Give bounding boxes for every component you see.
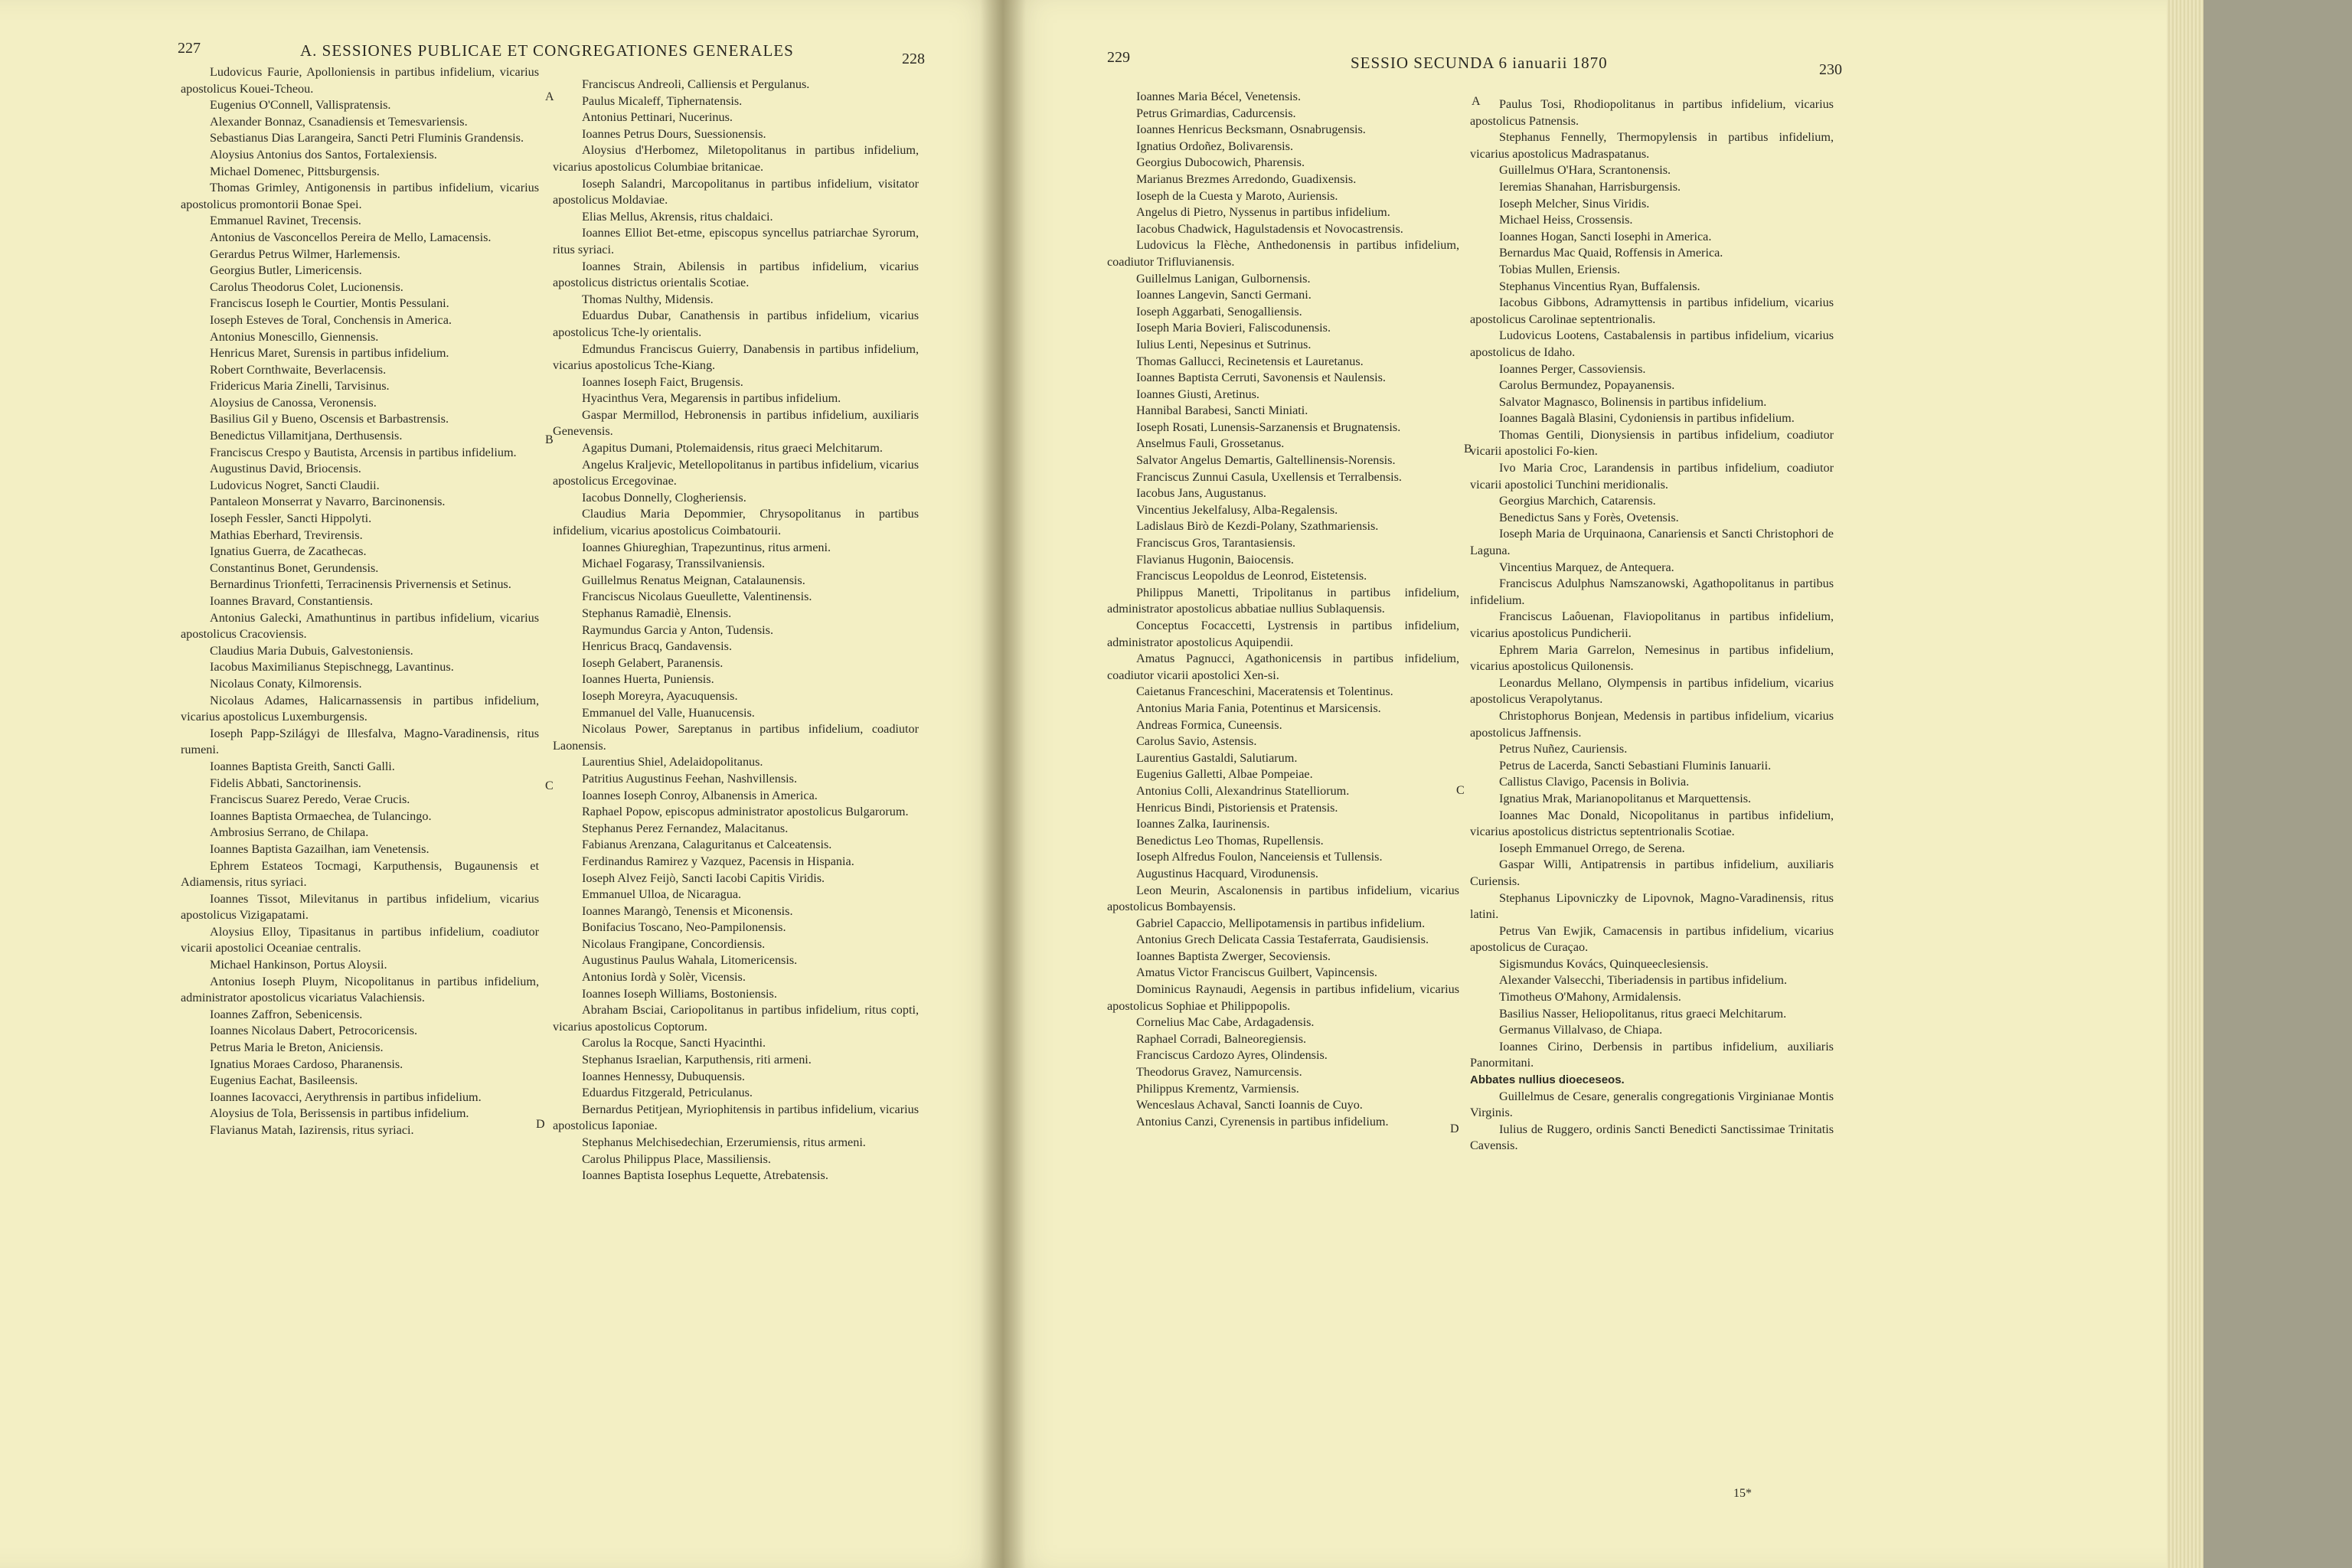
list-entry: Guillelmus Lanigan, Gulbornensis. — [1136, 271, 1311, 286]
list-entry: Gerardus Petrus Wilmer, Harlemensis. — [210, 247, 400, 261]
list-entry: Henricus Maret, Surensis in partibus infidelium. — [210, 346, 449, 361]
list-entry: Ioannes Baptista Zwerger, Secoviensis. — [1136, 949, 1331, 963]
list-entry: Ephrem Maria Garrelon, Nemesinus in partibus infidelium, vicarius apostolicus Quilonensis. — [1470, 642, 1834, 674]
list-entry: Fridericus Maria Zinelli, Tarvisinus. — [210, 379, 390, 394]
list-entry: Hannibal Barabesi, Sancti Miniati. — [1136, 403, 1308, 418]
list-entry: Ioannes Henricus Becksmann, Osnabrugensis. — [1136, 122, 1366, 137]
list-entry: Leon Meurin, Ascalonensis in partibus infidelium, vicarius apostolicus Bombayensis. — [1107, 883, 1459, 914]
list-entry: Ioannes Hogan, Sancti Iosephi in America. — [1499, 229, 1712, 243]
list-entry: Eduardus Fitzgerald, Petriculanus. — [582, 1086, 753, 1100]
list-entry: Wenceslaus Achaval, Sancti Ioannis de Cuyo. — [1136, 1098, 1363, 1112]
list-entry: Ioannes Tissot, Milevitanus in partibus infidelium, vicarius apostolicus Vizigapatami. — [181, 891, 539, 923]
list-entry: Ioannes Huerta, Puniensis. — [582, 672, 714, 687]
list-entry: Salvator Angelus Demartis, Galtellinensis-Norensis. — [1136, 453, 1396, 468]
list-entry: Ludovicus la Flèche, Anthedonensis in partibus infidelium, coadiutor Trifluvianensis. — [1107, 238, 1459, 269]
page-number: 228 — [902, 51, 925, 67]
page-number: 227 — [178, 40, 201, 57]
list-entry: Antonius Ioseph Pluym, Nicopolitanus in partibus infidelium, administrator apostolicus vicariatus Valachiensis. — [181, 974, 539, 1005]
page-number: 230 — [1819, 61, 1842, 78]
list-entry: Franciscus Laôuenan, Flaviopolitanus in partibus infidelium, vicarius apostolicus Pundicherii. — [1470, 609, 1834, 640]
list-entry: Anselmus Fauli, Grossetanus. — [1136, 436, 1285, 451]
book-page-edges — [2165, 0, 2203, 1568]
list-entry: Cornelius Mac Cabe, Ardagadensis. — [1136, 1015, 1315, 1030]
list-entry: Iulius de Ruggero, ordinis Sancti Benedicti Sanctissimae Trinitatis Cavensis. — [1470, 1122, 1834, 1153]
signature-mark: 15* — [1733, 1487, 1752, 1500]
list-entry: Henricus Bindi, Pistoriensis et Pratensis. — [1136, 800, 1338, 815]
book-gutter — [980, 0, 1026, 1568]
list-entry: Franciscus Ioseph le Courtier, Montis Pessulani. — [210, 296, 449, 311]
list-entry: Philippus Manetti, Tripolitanus in partibus infidelium, administrator apostolicus abbatiae nullius Sublaquensis. — [1107, 585, 1459, 616]
margin-letter: B — [1464, 443, 1472, 456]
list-entry: Petrus de Lacerda, Sancti Sebastiani Fluminis Ianuarii. — [1499, 758, 1772, 773]
list-entry: Iacobus Donnelly, Clogheriensis. — [582, 490, 746, 505]
list-entry: Thomas Gentili, Dionysiensis in partibus infidelium, coadiutor vicarii apostolici Fo-kien. — [1470, 427, 1834, 459]
list-entry: Carolus Savio, Astensis. — [1136, 734, 1257, 749]
list-entry: Hyacinthus Vera, Megarensis in partibus infidelium. — [582, 391, 841, 406]
list-entry: Carolus Bermundez, Popayanensis. — [1499, 378, 1675, 393]
list-entry: Agapitus Dumani, Ptolemaidensis, ritus graeci Melchitarum. — [582, 441, 883, 456]
list-entry: Callistus Clavigo, Pacensis in Bolivia. — [1499, 775, 1690, 789]
list-entry: Ioseph Papp-Szilágyi de Illesfalva, Magno-Varadinensis, ritus rumeni. — [181, 726, 539, 757]
list-entry: Iacobus Jans, Augustanus. — [1136, 486, 1266, 501]
list-entry: Ioseph de la Cuesta y Maroto, Auriensis. — [1136, 188, 1338, 203]
margin-letter: C — [1456, 784, 1465, 797]
list-entry: Nicolaus Adames, Halicarnassensis in partibus infidelium, vicarius apostolicus Luxemburgensis. — [181, 693, 539, 724]
list-entry: Flavianus Matah, Iazirensis, ritus syriaci. — [210, 1123, 414, 1137]
list-entry: Mathias Eberhard, Trevirensis. — [210, 528, 363, 542]
list-entry: Claudius Maria Dubuis, Galvestoniensis. — [210, 643, 413, 658]
list-entry: Ioannes Perger, Cassoviensis. — [1499, 361, 1646, 376]
list-entry: Bernardus Mac Quaid, Roffensis in America. — [1499, 246, 1723, 260]
list-entry: Antonius Colli, Alexandrinus Statelliorum. — [1136, 783, 1350, 798]
list-entry: Eugenius Galletti, Albae Pompeiae. — [1136, 767, 1313, 782]
list-entry: Bernardus Petitjean, Myriophitensis in partibus infidelium, vicarius apostolicus Iaponiae. — [553, 1102, 919, 1133]
text-column — [553, 77, 919, 1184]
list-entry: Aloysius Antonius dos Santos, Fortalexiensis. — [210, 147, 437, 162]
text-column — [1107, 89, 1459, 1130]
list-entry: Ioannes Mac Donald, Nicopolitanus in partibus infidelium, vicarius apostolicus districtus septentrionalis Scotiae. — [1470, 808, 1834, 839]
list-entry: Ioseph Rosati, Lunensis-Sarzanensis et Brugnatensis. — [1136, 420, 1401, 434]
list-entry: Aloysius de Canossa, Veronensis. — [210, 395, 377, 410]
list-entry: Paulus Micaleff, Tiphernatensis. — [582, 93, 743, 108]
list-entry: Pantaleon Monserrat y Navarro, Barcinonensis. — [210, 495, 446, 509]
list-entry: Guillelmus Renatus Meignan, Catalaunensis. — [582, 573, 805, 587]
list-entry: Ioannes Bravard, Constantiensis. — [210, 594, 374, 608]
list-entry: Georgius Dubocowich, Pharensis. — [1136, 155, 1305, 170]
list-entry: Dominicus Raynaudi, Aegensis in partibus infidelium, vicarius apostolicus Sophiae et Philippopolis. — [1107, 982, 1459, 1013]
list-entry: Elias Mellus, Akrensis, ritus chaldaici. — [582, 209, 773, 224]
list-entry: Eduardus Dubar, Canathensis in partibus infidelium, vicarius apostolicus Tche-ly orientalis. — [553, 309, 919, 339]
list-entry: Ambrosius Serrano, de Chilapa. — [210, 825, 369, 840]
list-entry: Michael Fogarasy, Transsilvaniensis. — [582, 557, 766, 571]
list-entry: Amatus Victor Franciscus Guilbert, Vapincensis. — [1136, 965, 1377, 980]
margin-letter: D — [1450, 1122, 1459, 1135]
list-entry: Ioannes Iacovacci, Aerythrensis in partibus infidelium. — [210, 1089, 482, 1104]
list-entry: Alexander Valsecchi, Tiberiadensis in partibus infidelium. — [1499, 973, 1787, 988]
list-entry: Guillelmus O'Hara, Scrantonensis. — [1499, 163, 1671, 178]
list-entry: Ioseph Moreyra, Ayacuquensis. — [582, 688, 738, 703]
list-entry: Basilius Gil y Bueno, Oscensis et Barbastrensis. — [210, 412, 449, 426]
list-entry: Antonius Grech Delicata Cassia Testaferrata, Gaudisiensis. — [1136, 933, 1429, 947]
list-entry: Emmanuel Ravinet, Trecensis. — [210, 214, 361, 228]
list-entry: Abraham Bsciai, Cariopolitanus in partibus infidelium, ritus copti, vicarius apostolicus Coptorum. — [553, 1003, 919, 1034]
list-entry: Gabriel Capaccio, Mellipotamensis in partibus infidelium. — [1136, 916, 1426, 930]
list-entry: Edmundus Franciscus Guierry, Danabensis in partibus infidelium, vicarius apostolicus Tche-Kiang. — [553, 341, 919, 373]
list-entry: Thomas Grimley, Antigonensis in partibus infidelium, vicarius apostolicus promontorii Bonae Spei. — [181, 181, 539, 211]
list-entry: Gaspar Willi, Antipatrensis in partibus infidelium, auxiliaris Curiensis. — [1470, 858, 1834, 888]
list-entry: Paulus Tosi, Rhodiopolitanus in partibus infidelium, vicarius apostolicus Patnensis. — [1470, 97, 1834, 128]
list-entry: Ioseph Alfredus Foulon, Nanceiensis et Tullensis. — [1136, 850, 1383, 864]
list-entry: Petrus Grimardias, Cadurcensis. — [1136, 106, 1296, 120]
list-entry: Georgius Butler, Limericensis. — [210, 263, 362, 278]
list-entry: Emmanuel Ulloa, de Nicaragua. — [582, 887, 742, 902]
list-entry: Flavianus Hugonin, Baiocensis. — [1136, 552, 1294, 567]
list-entry: Ignatius Guerra, de Zacathecas. — [210, 544, 367, 559]
list-entry: Bonifacius Toscano, Neo-Pampilonensis. — [582, 920, 786, 935]
list-entry: Raphael Corradi, Balneoregiensis. — [1136, 1031, 1307, 1046]
list-entry: Thomas Gallucci, Recinetensis et Lauretanus. — [1136, 354, 1364, 368]
list-entry: Franciscus Cardozo Ayres, Olindensis. — [1136, 1048, 1328, 1063]
list-entry: Franciscus Zunnui Casula, Uxellensis et Terralbensis. — [1136, 469, 1402, 484]
list-entry: Germanus Villalvaso, de Chiapa. — [1499, 1023, 1663, 1037]
list-entry: Ioannes Marangò, Tenensis et Miconensis. — [582, 903, 793, 918]
list-entry: Antonius Galecki, Amathuntinus in partibus infidelium, vicarius apostolicus Cracoviensis. — [181, 610, 539, 642]
list-entry: Franciscus Nicolaus Gueullette, Valentinensis. — [582, 590, 812, 604]
list-entry: Ioannes Giusti, Aretinus. — [1136, 387, 1259, 401]
list-entry: Franciscus Gros, Tarantasiensis. — [1136, 536, 1296, 550]
list-entry: Michael Heiss, Crossensis. — [1499, 213, 1633, 227]
list-entry: Aloysius de Tola, Berissensis in partibus infidelium. — [210, 1106, 469, 1121]
list-entry: Aloysius d'Herbomez, Miletopolitanus in partibus infidelium, vicarius apostolicus Columbiae britanicae. — [553, 143, 919, 174]
list-entry: Carolus Philippus Place, Massiliensis. — [582, 1152, 771, 1166]
list-entry: Ioannes Ghiureghian, Trapezuntinus, ritus armeni. — [582, 540, 831, 554]
background-surface — [2197, 0, 2352, 1568]
list-entry: Ioannes Petrus Dours, Suessionensis. — [582, 126, 766, 141]
text-column — [181, 64, 539, 1139]
list-entry: Ioannes Ioseph Faict, Brugensis. — [582, 374, 743, 389]
list-entry: Stephanus Vincentius Ryan, Buffalensis. — [1499, 279, 1700, 293]
list-entry: Angelus Kraljevic, Metellopolitanus in partibus infidelium, vicarius apostolicus Ercegovinae. — [553, 457, 919, 488]
list-entry: Amatus Pagnucci, Agathonicensis in partibus infidelium, coadiutor vicarii apostolici Xen-si. — [1107, 652, 1459, 682]
list-entry: Laurentius Shiel, Adelaidopolitanus. — [582, 755, 763, 769]
list-entry: Stephanus Ramadiè, Elnensis. — [582, 606, 732, 620]
list-entry: Raphael Popow, episcopus administrator apostolicus Bulgarorum. — [582, 805, 909, 819]
list-entry: Robert Cornthwaite, Beverlacensis. — [210, 362, 387, 377]
list-entry: Franciscus Adulphus Namszanowski, Agathopolitanus in partibus infidelium. — [1470, 577, 1834, 607]
list-entry: Antonius Monescillo, Giennensis. — [210, 329, 379, 344]
right-page — [1003, 0, 2167, 1568]
list-entry: Ioseph Maria Bovieri, Faliscodunensis. — [1136, 321, 1331, 335]
list-entry: Augustinus David, Briocensis. — [210, 462, 361, 476]
list-entry: Ioannes Ioseph Williams, Bostoniensis. — [582, 986, 777, 1001]
list-entry: Ioannes Elliot Bet-etme, episcopus syncellus patriarchae Syrorum, ritus syriaci. — [553, 226, 919, 256]
list-entry: Ioseph Alvez Feijò, Sancti Iacobi Capitis Viridis. — [582, 871, 825, 885]
margin-letter: D — [536, 1118, 545, 1131]
list-entry: Nicolaus Frangipane, Concordiensis. — [582, 936, 766, 951]
list-entry: Stephanus Fennelly, Thermopylensis in partibus infidelium, vicarius apostolicus Madraspatanus. — [1470, 130, 1834, 161]
list-entry: Philippus Krementz, Varmiensis. — [1136, 1081, 1299, 1096]
list-entry: Ioseph Fessler, Sancti Hippolyti. — [210, 511, 372, 526]
list-entry: Stephanus Lipovniczky de Lipovnok, Magno-Varadinensis, ritus latini. — [1470, 890, 1834, 922]
list-entry: Ioseph Esteves de Toral, Conchensis in America. — [210, 312, 452, 327]
list-entry: Emmanuel del Valle, Huanucensis. — [582, 705, 755, 720]
list-entry: Laurentius Gastaldi, Salutiarum. — [1136, 750, 1298, 765]
list-entry: Patritius Augustinus Feehan, Nashvillensis. — [582, 771, 798, 786]
running-head: A. SESSIONES PUBLICAE ET CONGREGATIONES GENERALES — [300, 41, 794, 60]
list-entry: Petrus Maria le Breton, Aniciensis. — [210, 1040, 384, 1055]
list-entry: Michael Domenec, Pittsburgensis. — [210, 164, 380, 178]
margin-letter: C — [545, 779, 554, 792]
margin-letter: B — [545, 433, 554, 446]
list-entry: Ladislaus Birò de Kezdi-Polany, Szathmariensis. — [1136, 519, 1379, 534]
list-entry: Ignatius Ordoñez, Bolivarensis. — [1136, 139, 1293, 153]
list-entry: Ioannes Strain, Abilensis in partibus infidelium, vicarius apostolicus districtus orientalis Scotiae. — [553, 259, 919, 290]
list-entry: Petrus Nuñez, Cauriensis. — [1499, 742, 1628, 756]
list-entry: Ioannes Cirino, Derbensis in partibus infidelium, auxiliaris Panormitani. — [1470, 1039, 1834, 1070]
list-entry: Carolus la Rocque, Sancti Hyacinthi. — [582, 1036, 766, 1050]
list-entry: Ioannes Hennessy, Dubuquensis. — [582, 1069, 745, 1083]
page-number: 229 — [1107, 49, 1130, 66]
list-entry: Franciscus Andreoli, Calliensis et Pergulanus. — [582, 77, 810, 91]
list-entry: Ludovicus Lootens, Castabalensis in partibus infidelium, vicarius apostolicus de Idaho. — [1470, 328, 1834, 359]
list-entry: Iacobus Maximilianus Stepischnegg, Lavantinus. — [210, 660, 454, 675]
list-entry: Carolus Theodorus Colet, Lucionensis. — [210, 279, 403, 294]
list-entry: Basilius Nasser, Heliopolitanus, ritus graeci Melchitarum. — [1499, 1006, 1787, 1021]
list-entry: Ioannes Zaffron, Sebenicensis. — [210, 1007, 363, 1021]
list-entry: Antonius Iordà y Solèr, Vicensis. — [582, 970, 746, 985]
list-entry: Eugenius O'Connell, Vallispratensis. — [210, 98, 391, 113]
list-entry: Conceptus Focaccetti, Lystrensis in partibus infidelium, administrator apostolicus Aquipendii. — [1107, 619, 1459, 649]
list-entry: Benedictus Villamitjana, Derthusensis. — [210, 429, 403, 443]
list-entry: Christophorus Bonjean, Medensis in partibus infidelium, vicarius apostolicus Jaffnensis. — [1470, 708, 1834, 740]
list-entry: Angelus di Pietro, Nyssenus in partibus infidelium. — [1136, 205, 1390, 220]
list-entry: Salvator Magnasco, Bolinensis in partibus infidelium. — [1499, 394, 1767, 409]
list-entry: Ephrem Estateos Tocmagi, Karputhensis, Bugaunensis et Adiamensis, ritus syriaci. — [181, 858, 539, 890]
list-entry: Guillelmus de Cesare, generalis congregationis Virginianae Montis Virginis. — [1470, 1089, 1834, 1120]
list-entry: Ioannes Baptista Ormaechea, de Tulancingo. — [210, 808, 432, 823]
list-entry: Nicolaus Conaty, Kilmorensis. — [210, 676, 362, 691]
list-entry: Antonius Maria Fania, Potentinus et Marsicensis. — [1136, 701, 1381, 715]
list-entry: Ludovicus Faurie, Apolloniensis in partibus infidelium, vicarius apostolicus Kouei-Tcheou. — [181, 65, 539, 96]
list-entry: Ioseph Emmanuel Orrego, de Serena. — [1499, 841, 1685, 855]
text-column — [1470, 96, 1834, 1155]
list-entry: Stephanus Melchisedechian, Erzerumiensis, ritus armeni. — [582, 1135, 866, 1149]
list-entry: Ioseph Melcher, Sinus Viridis. — [1499, 196, 1650, 211]
list-entry: Augustinus Hacquard, Virodunensis. — [1136, 866, 1318, 880]
list-entry: Fidelis Abbati, Sanctorinensis. — [210, 776, 361, 790]
margin-letter: A — [545, 90, 554, 103]
list-entry: Aloysius Elloy, Tipasitanus in partibus infidelium, coadiutor vicarii apostolici Oceaniae centralis. — [181, 924, 539, 956]
list-entry: Ludovicus Nogret, Sancti Claudii. — [210, 478, 380, 492]
list-entry: Iulius Lenti, Nepesinus et Sutrinus. — [1136, 337, 1312, 351]
list-entry: Bernardinus Trionfetti, Terracinensis Privernensis et Setinus. — [210, 577, 511, 592]
list-entry: Ieremias Shanahan, Harrisburgensis. — [1499, 179, 1681, 194]
list-entry: Benedictus Leo Thomas, Rupellensis. — [1136, 833, 1324, 848]
list-entry: Gaspar Mermillod, Hebronensis in partibus infidelium, auxiliaris Genevensis. — [553, 407, 919, 439]
list-entry: Franciscus Crespo y Bautista, Arcensis in partibus infidelium. — [210, 445, 517, 459]
list-entry: Iacobus Chadwick, Hagulstadensis et Novocastrensis. — [1136, 221, 1403, 236]
list-entry: Petrus Van Ewjik, Camacensis in partibus infidelium, vicarius apostolicus de Curaçao. — [1470, 923, 1834, 955]
list-entry: Ivo Maria Croc, Larandensis in partibus infidelium, coadiutor vicarii apostolici Tunchini meridionalis. — [1470, 461, 1834, 492]
list-entry: Caietanus Franceschini, Maceratensis et Tolentinus. — [1136, 684, 1393, 699]
list-entry: Ioannes Zalka, Iaurinensis. — [1136, 817, 1270, 831]
list-entry: Ioannes Baptista Greith, Sancti Galli. — [210, 759, 395, 773]
list-entry: Theodorus Gravez, Namurcensis. — [1136, 1065, 1302, 1080]
running-head: SESSIO SECUNDA 6 ianuarii 1870 — [1351, 54, 1608, 72]
margin-letter: A — [1472, 95, 1481, 108]
list-entry: Stephanus Perez Fernandez, Malacitanus. — [582, 821, 789, 835]
list-entry: Constantinus Bonet, Gerundensis. — [210, 560, 379, 575]
list-entry: Franciscus Suarez Peredo, Verae Crucis. — [210, 792, 410, 807]
list-entry: Benedictus Sans y Forès, Ovetensis. — [1499, 510, 1679, 524]
list-entry: Sebastianus Dias Larangeira, Sancti Petri Fluminis Grandensis. — [210, 131, 524, 145]
list-entry: Ioseph Salandri, Marcopolitanus in partibus infidelium, visitator apostolicus Moldaviae. — [553, 176, 919, 207]
list-entry: Ignatius Moraes Cardoso, Pharanensis. — [210, 1057, 403, 1071]
list-entry: Antonius Canzi, Cyrenensis in partibus infidelium. — [1136, 1114, 1389, 1129]
list-entry: Henricus Bracq, Gandavensis. — [582, 639, 732, 654]
list-entry: Georgius Marchich, Catarensis. — [1499, 494, 1656, 508]
list-entry: Ioseph Gelabert, Paranensis. — [582, 655, 724, 670]
list-entry: Ioannes Baptista Gazailhan, iam Venetensis. — [210, 841, 430, 856]
list-entry: Ignatius Mrak, Marianopolitanus et Marquettensis. — [1499, 791, 1752, 805]
list-entry: Stephanus Israelian, Karputhensis, riti armeni. — [582, 1053, 812, 1067]
list-entry: Ioannes Maria Bécel, Venetensis. — [1136, 90, 1302, 103]
list-entry: Eugenius Eachat, Basileensis. — [210, 1073, 358, 1088]
list-entry: Nicolaus Power, Sareptanus in partibus infidelium, coadiutor Laonensis. — [553, 722, 919, 753]
list-entry: Antonius de Vasconcellos Pereira de Mello, Lamacensis. — [210, 230, 492, 244]
list-entry: Ioannes Bagalà Blasini, Cydoniensis in partibus infidelium. — [1499, 411, 1795, 426]
list-entry: Michael Hankinson, Portus Aloysii. — [210, 958, 387, 972]
list-entry: Antonius Pettinari, Nucerinus. — [582, 110, 733, 125]
list-entry: Fabianus Arenzana, Calaguritanus et Calceatensis. — [582, 838, 832, 852]
list-entry: Iacobus Gibbons, Adramyttensis in partibus infidelium, vicarius apostolicus Carolinae septentrionalis. — [1470, 296, 1834, 326]
list-entry: Sigismundus Kovács, Quinqueeclesiensis. — [1499, 956, 1709, 971]
list-entry: Franciscus Leopoldus de Leonrod, Eistetensis. — [1136, 569, 1367, 583]
list-entry: Leonardus Mellano, Olympensis in partibus infidelium, vicarius apostolicus Verapolytanus. — [1470, 675, 1834, 707]
list-entry: Ioannes Nicolaus Dabert, Petrocoricensis. — [210, 1024, 418, 1038]
list-entry: Ioannes Ioseph Conroy, Albanensis in America. — [582, 788, 818, 802]
list-entry: Alexander Bonnaz, Csanadiensis et Temesvariensis. — [210, 114, 468, 129]
list-entry: Ferdinandus Ramirez y Vazquez, Pacensis in Hispania. — [582, 854, 854, 868]
list-entry: Andreas Formica, Cuneensis. — [1136, 717, 1282, 732]
list-entry: Marianus Brezmes Arredondo, Guadixensis. — [1136, 172, 1357, 186]
list-entry: Augustinus Paulus Wahala, Litomericensis. — [582, 953, 798, 968]
list-entry: Tobias Mullen, Eriensis. — [1499, 262, 1621, 276]
list-entry: Claudius Maria Depommier, Chrysopolitanus in partibus infidelium, vicarius apostolicus Coimbatourii. — [553, 507, 919, 538]
list-entry: Timotheus O'Mahony, Armidalensis. — [1499, 990, 1681, 1004]
section-title: Abbates nullius dioeceseos. — [1470, 1073, 1625, 1087]
list-entry: Ioannes Langevin, Sancti Germani. — [1136, 288, 1312, 302]
list-entry: Ioseph Maria de Urquinaona, Canariensis et Sancti Christophori de Laguna. — [1470, 527, 1834, 558]
left-page — [0, 0, 1003, 1568]
list-entry: Thomas Nulthy, Midensis. — [582, 292, 714, 306]
list-entry: Ioannes Baptista Iosephus Lequette, Atrebatensis. — [582, 1168, 828, 1183]
list-entry: Vincentius Marquez, de Antequera. — [1499, 560, 1674, 574]
list-entry: Ioannes Baptista Cerruti, Savonensis et Naulensis. — [1136, 371, 1386, 385]
list-entry: Vincentius Jekelfalusy, Alba-Regalensis. — [1136, 502, 1338, 517]
list-entry: Ioseph Aggarbati, Senogalliensis. — [1136, 304, 1302, 318]
list-entry: Raymundus Garcia y Anton, Tudensis. — [582, 622, 774, 637]
